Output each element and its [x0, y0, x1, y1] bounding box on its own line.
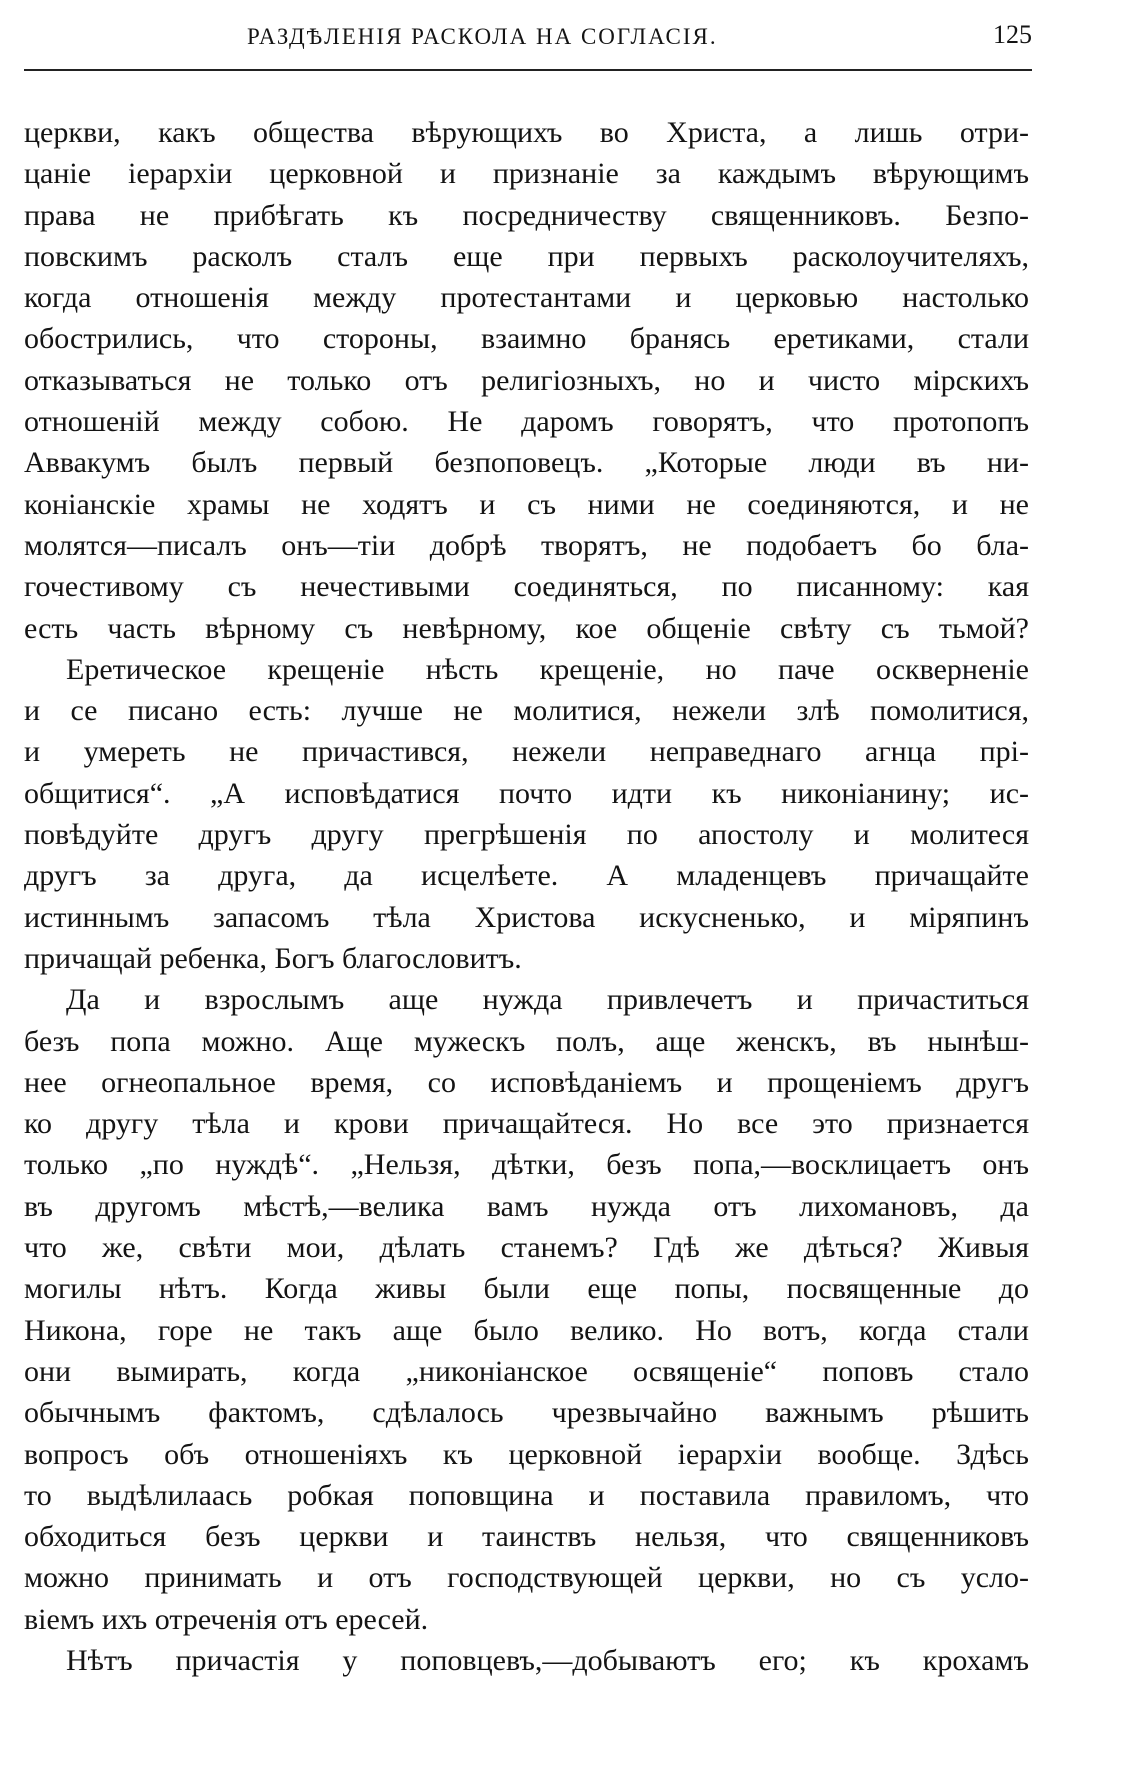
page-number: 125	[993, 20, 1032, 49]
text-line: нее огнеопальное время, со исповѣданіемъ и прощеніемъ другъ	[24, 1065, 1029, 1099]
text-line: есть часть вѣрному съ невѣрному, кое общеніе свѣту съ тьмой?	[24, 611, 1029, 645]
text-line: Никона, горе не такъ аще было велико. Но вотъ, когда стали	[24, 1313, 1029, 1347]
paragraph-last-line: причащай ребенка, Богъ благословитъ.	[24, 941, 522, 975]
running-title: РАЗДѢЛЕНІЯ РАСКОЛА НА СОГЛАСІЯ.	[247, 24, 718, 49]
text-line: молятся—писалъ онъ—тіи добрѣ творятъ, не подобаетъ бо бла-	[24, 528, 1029, 562]
text-line: обычнымъ фактомъ, сдѣлалось чрезвычайно важнымъ рѣшить	[24, 1396, 1029, 1430]
text-line: вопросъ объ отношеніяхъ къ церковной іерархіи вообще. Здѣсь	[24, 1437, 1029, 1471]
text-line: ко другу тѣла и крови причащайтеся. Но все это признается	[24, 1107, 1029, 1141]
text-line: повѣдуйте другъ другу прегрѣшенія по апостолу и молитеся	[24, 818, 1029, 852]
running-header	[22, 12, 1052, 60]
text-line: отношеній между собою. Не даромъ говорятъ, что протопопъ	[24, 405, 1029, 439]
text-line: Аввакумъ былъ первый безпоповецъ. „Которые люди въ ни-	[24, 446, 1029, 480]
paragraph-first-line: Еретическое крещеніе нѣсть крещеніе, но паче оскверненіе	[66, 652, 1029, 686]
paragraph-last-line: віемъ ихъ отреченія отъ ересей.	[24, 1602, 429, 1636]
text-line: права не прибѣгать къ посредничеству священниковъ. Безпо-	[24, 198, 1029, 232]
header-rule	[24, 69, 1032, 71]
text-line: въ другомъ мѣстѣ,—велика вамъ нужда отъ лихомановъ, да	[24, 1189, 1029, 1223]
text-line: отказываться не только отъ религіозныхъ, но и чисто мірскихъ	[24, 363, 1029, 397]
text-line: и умереть не причастився, нежели неправеднаго агнца прі-	[24, 735, 1029, 769]
text-line: и се писано есть: лучше не молитися, нежели злѣ помолитися,	[24, 694, 1029, 728]
text-line: другъ за друга, да исцелѣете. А младенцевъ причащайте	[24, 859, 1029, 893]
text-line: церкви, какъ общества вѣрующихъ во Христа, а лишь отри-	[24, 116, 1029, 149]
text-line: то выдѣлилаась робкая поповщина и поставила правиломъ, что	[24, 1478, 1029, 1512]
text-line: истиннымъ запасомъ тѣла Христова искусненько, и міряпинъ	[24, 900, 1029, 934]
text-line: обострились, что стороны, взаимно бранясь еретиками, стали	[24, 322, 1029, 356]
body-text	[24, 112, 1029, 1681]
paragraph-first-line: Нѣтъ причастія у поповцевъ,—добываютъ его; къ крохамъ	[66, 1643, 1029, 1677]
text-line: коніанскіе храмы не ходятъ и съ ними не соединяются, и не	[24, 487, 1029, 521]
text-line: цаніе іерархіи церковной и признаніе за каждымъ вѣрующимъ	[24, 157, 1029, 191]
text-line: только „по нуждѣ“. „Нельзя, дѣтки, безъ попа,—восклицаетъ онъ	[24, 1148, 1029, 1182]
book-page	[22, 12, 1052, 1767]
text-line: что же, свѣти мои, дѣлать станемъ? Гдѣ же дѣться? Живыя	[24, 1231, 1029, 1265]
text-line: могилы нѣтъ. Когда живы были еще попы, посвященные до	[24, 1272, 1029, 1306]
text-line: общитися“. „А исповѣдатися почто идти къ никоніанину; ис-	[24, 776, 1029, 810]
text-line: можно принимать и отъ господствующей церкви, но съ усло-	[24, 1561, 1029, 1595]
text-line: повскимъ расколъ сталъ еще при первыхъ расколоучителяхъ,	[24, 239, 1029, 273]
text-line: они вымирать, когда „никоніанское освященіе“ поповъ стало	[24, 1354, 1029, 1388]
text-line: безъ попа можно. Аще мужескъ полъ, аще женскъ, въ нынѣш-	[24, 1024, 1029, 1058]
text-line: обходиться безъ церкви и таинствъ нельзя, что священниковъ	[24, 1520, 1029, 1554]
text-line: гочестивому съ нечестивыми соединяться, по писанному: кая	[24, 570, 1029, 604]
text-line: когда отношенія между протестантами и церковью настолько	[24, 281, 1029, 315]
paragraph-first-line: Да и взрослымъ аще нужда привлечетъ и причаститься	[66, 983, 1029, 1017]
